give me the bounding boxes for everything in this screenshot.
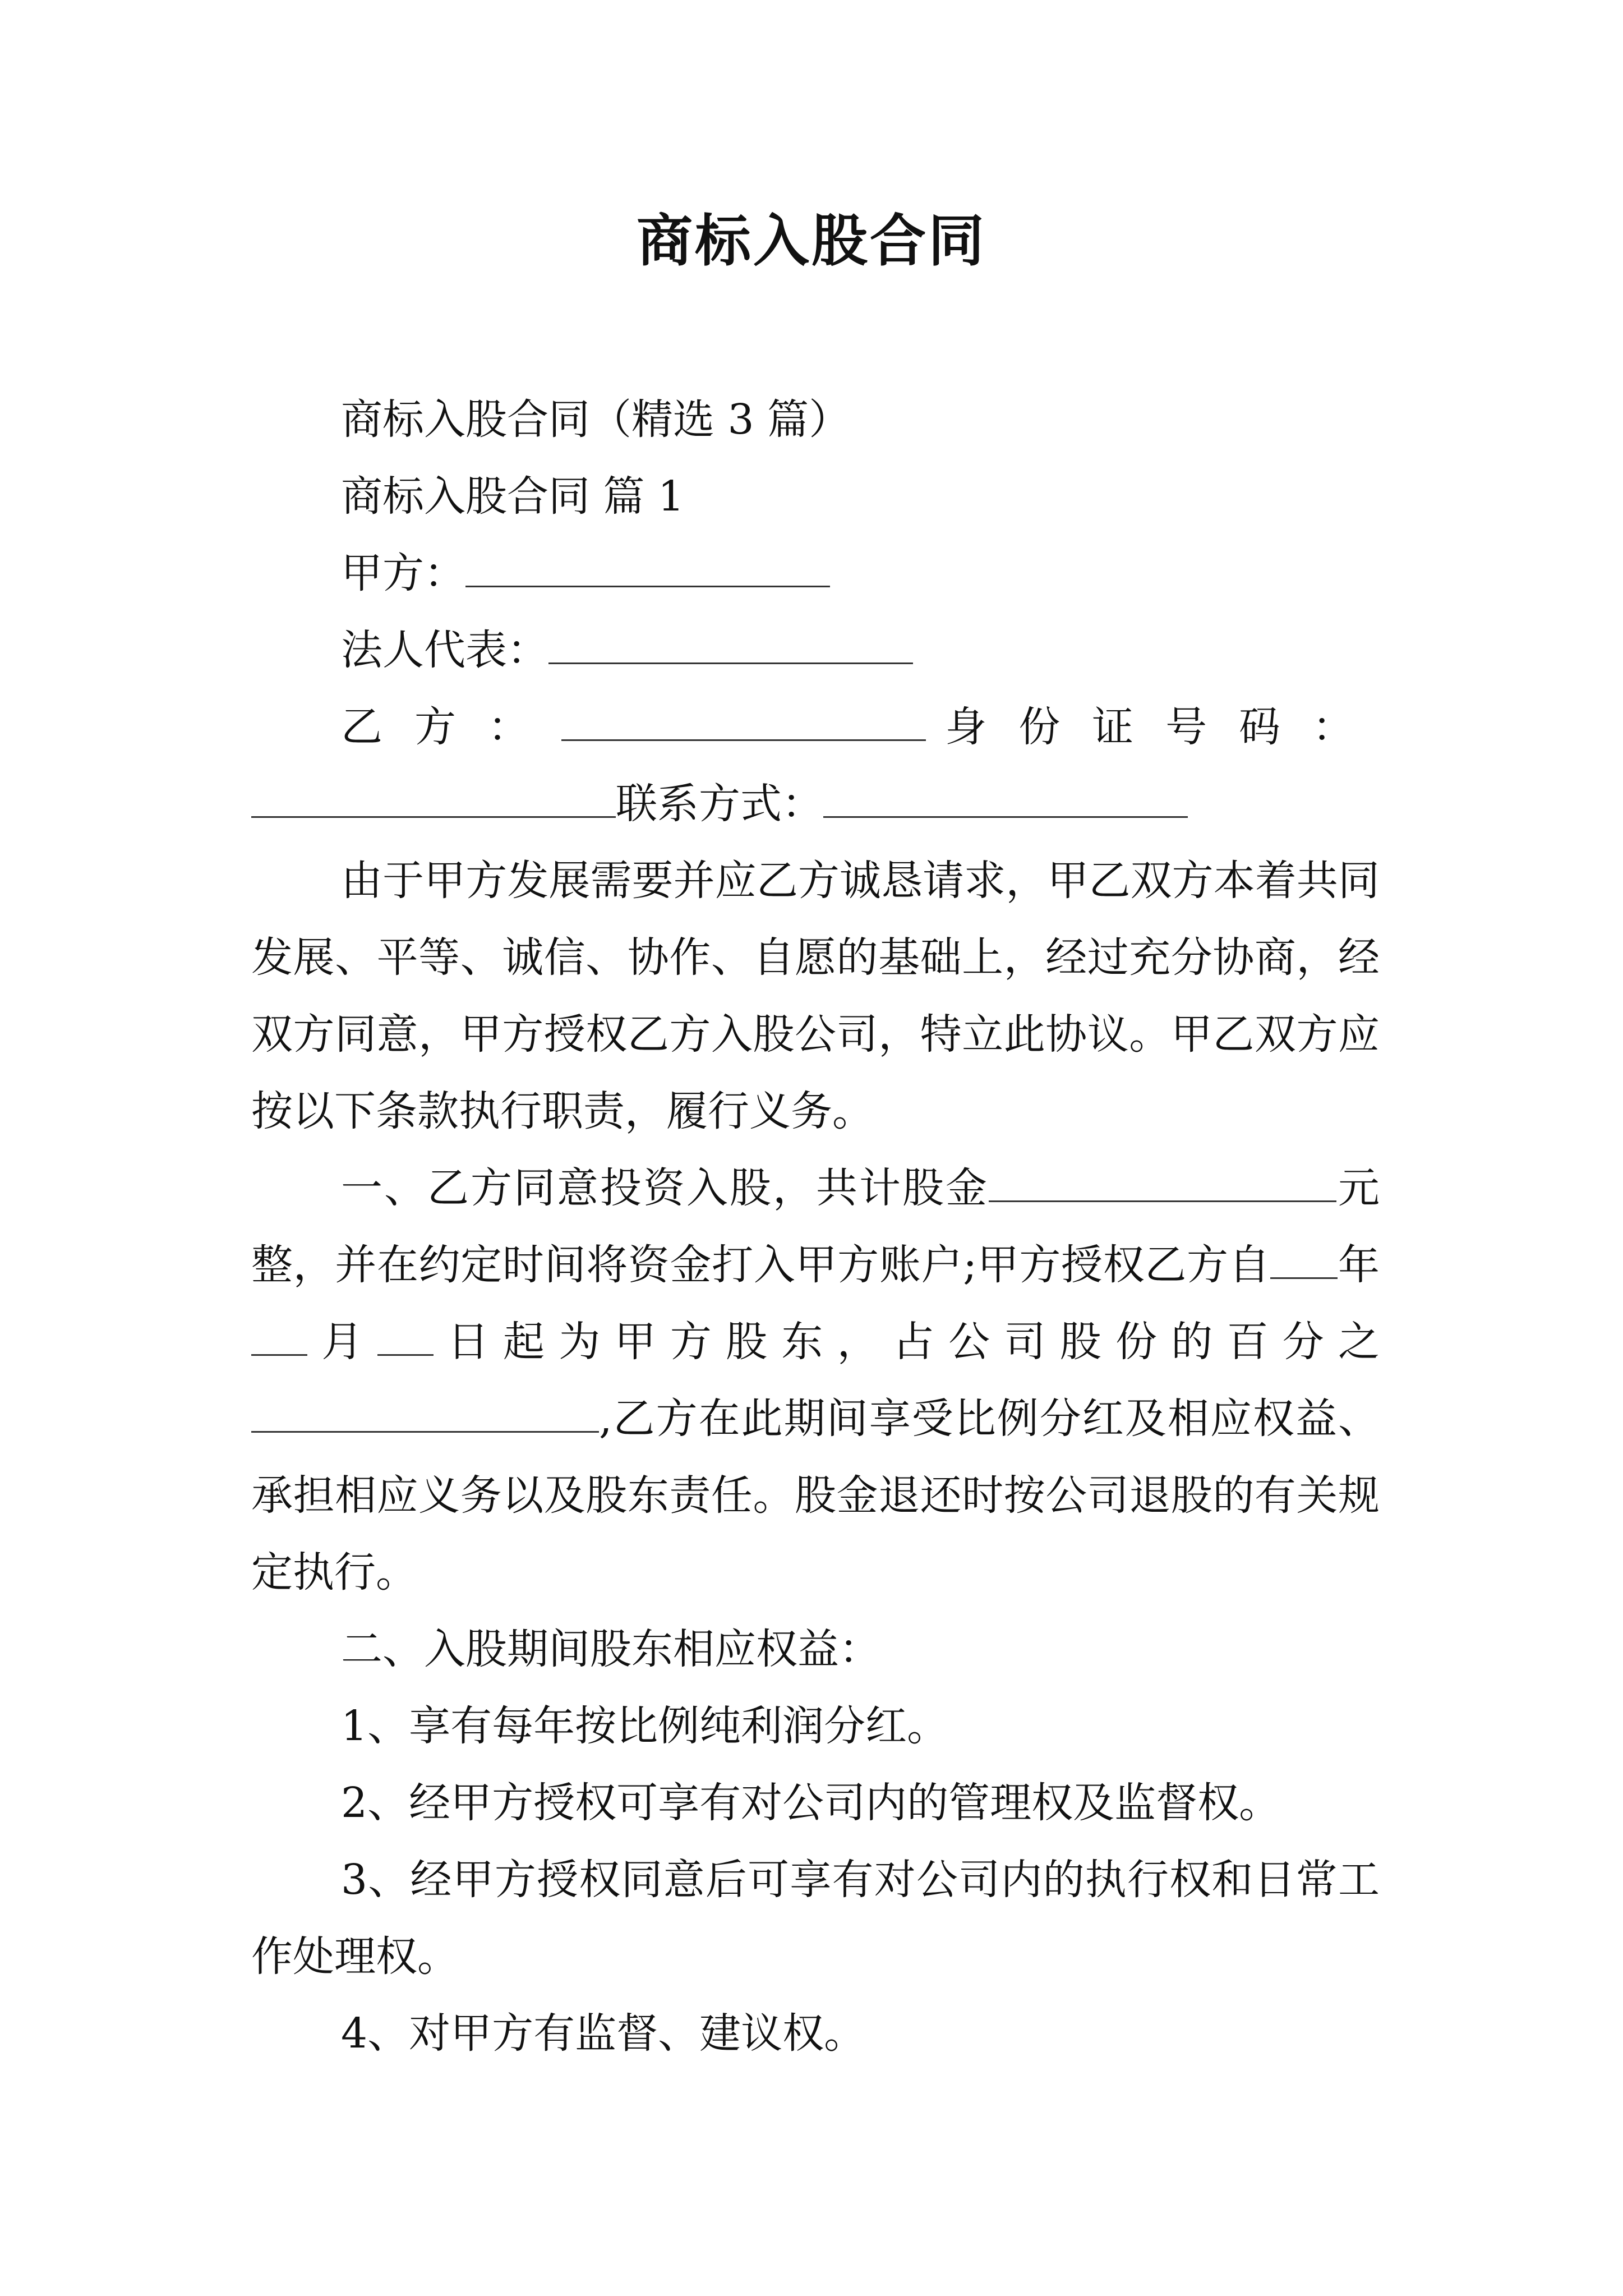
- contact-label: 联系方式：: [616, 780, 823, 828]
- clause-1-text-b: 元整，并在约定时间将资金打入甲方账户;甲方授权乙方自: [251, 1164, 1380, 1289]
- id-number-label: 身份证号码：: [945, 703, 1380, 751]
- legal-rep-line: [251, 612, 1380, 689]
- contact-blank: [823, 775, 1188, 818]
- legal-rep-label: 法人代表：: [341, 626, 548, 674]
- subtitle: 商标入股合同（精选 3 篇）: [341, 395, 851, 444]
- clause-2-item-2: 2、经甲方授权可享有对公司内的管理权及监督权。: [341, 1779, 1281, 1827]
- clause-1-year: 年: [1338, 1241, 1380, 1289]
- start-day-blank: [377, 1313, 434, 1356]
- party-a-label: 甲方：: [341, 549, 465, 597]
- clause-1-text-c: 日起为甲方股东，占公司股份的百分之: [433, 1318, 1380, 1366]
- clause-1-text-d: ,乙方在此期间享受比例分红及相应权益、承担相应义务以及股东责任。股金退还时按公司退股的有关规定执行。: [251, 1395, 1380, 1596]
- party-a-blank: [465, 544, 830, 587]
- part1-heading: 商标入股合同 篇 1: [341, 472, 685, 521]
- document-title: 商标入股合同: [637, 208, 986, 274]
- clause-2-item-1: 1、享有每年按比例纯利润分红。: [341, 1702, 949, 1750]
- intro-paragraph: 由于甲方发展需要并应乙方诚恳请求，甲乙双方本着共同发展、平等、诚信、协作、自愿的基础上，经过充分协商，经双方同意，甲方授权乙方入股公司，特立此协议。甲乙双方应按以下条款执行职责，履行义务。: [251, 857, 1380, 1135]
- party-b-blank: [561, 698, 926, 741]
- start-month-blank: [251, 1313, 307, 1356]
- start-year-blank: [1270, 1236, 1338, 1279]
- clause-1-month: 月: [307, 1318, 377, 1366]
- party-b-line: [251, 689, 1380, 843]
- clause-2-item-4: 4、对甲方有监督、建议权。: [341, 2009, 866, 2058]
- clause-2-heading: 二、入股期间股东相应权益：: [341, 1625, 880, 1673]
- party-b-label: 乙方：: [341, 703, 561, 751]
- clause-1-text-a: 一、乙方同意投资入股，共计股金: [341, 1164, 989, 1212]
- legal-rep-blank: [548, 621, 913, 664]
- clause-1: [251, 1150, 1380, 1611]
- document-body: [251, 381, 1380, 2072]
- share-percent-blank: [251, 1389, 599, 1433]
- share-amount-blank: [989, 1159, 1336, 1202]
- id-number-blank: [251, 775, 616, 818]
- clause-2-item-3: 3、经甲方授权同意后可享有对公司内的执行权和日常工作处理权。: [251, 1856, 1380, 1981]
- party-a-line: [251, 535, 1380, 612]
